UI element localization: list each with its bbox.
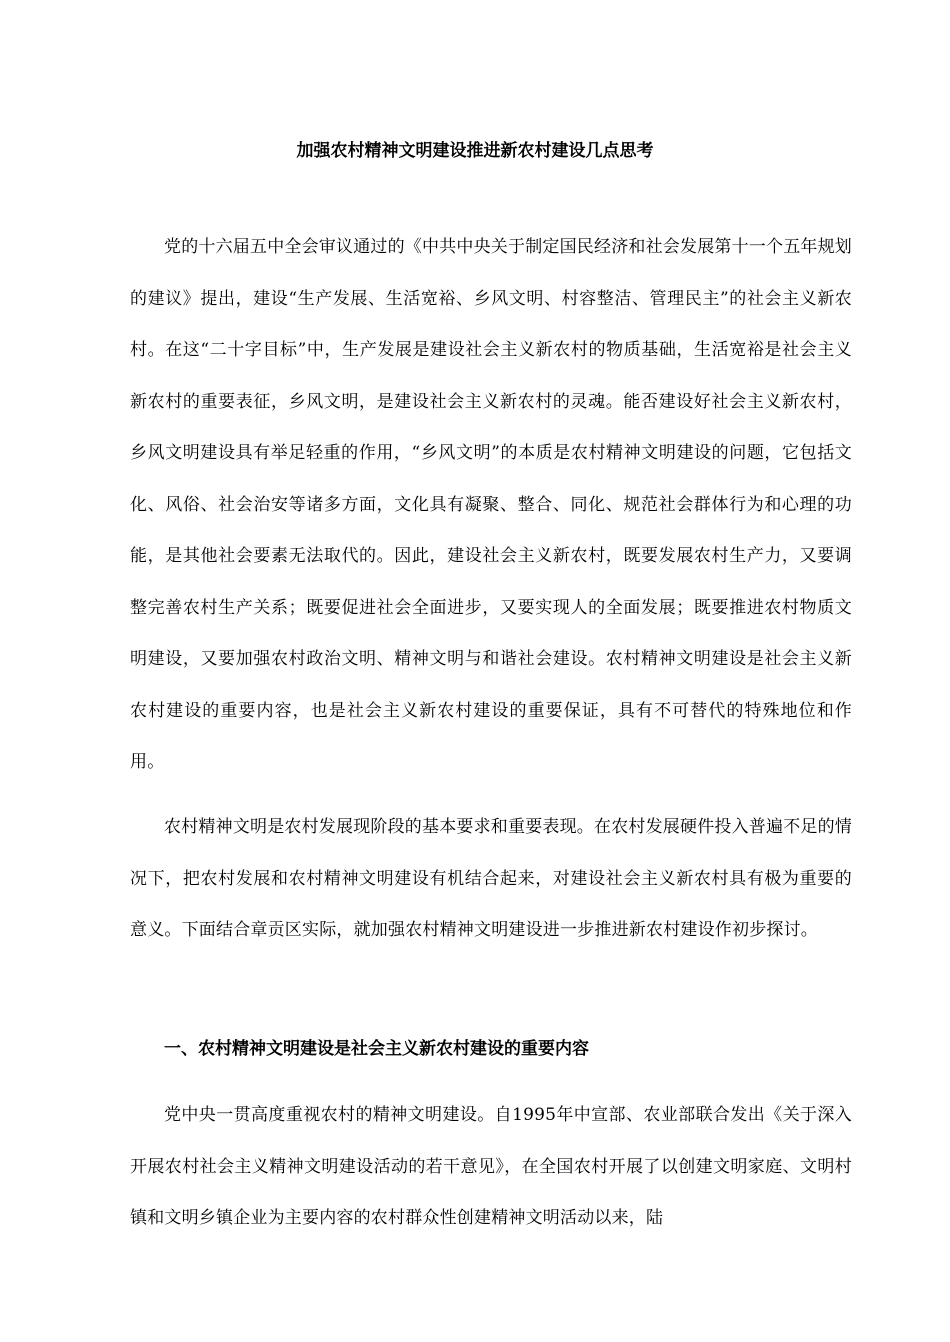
paragraph-intro: 党的十六届五中全会审议通过的《中共中央关于制定国民经济和社会发展第十一个五年规划的建议》提出，建设“生产发展、生活宽裕、乡风文明、村容整洁、管理民主”的社会主义新农村。在这“二十字目标”中，生产发展是建设社会主义新农村的物质基础，生活宽裕是社会主义新农村的重要表征，乡风文明，是建设社会主义新农村的灵魂。能否建设好社会主义新农村，乡风文明建设具有举足轻重的作用，“乡风文明”的本质是农村精神文明建设的问题，它包括文化、风俗、社会治安等诸多方面，文化具有凝聚、整合、同化、规范社会群体行为和心理的功能，是其他社会要素无法取代的。因此，建设社会主义新农村，既要发展农村生产力，又要调整完善农村生产关系；既要促进社会全面进步，又要实现人的全面发展；既要推进农村物质文明建设，又要加强农村政治文明、精神文明与和谐社会建设。农村精神文明建设是社会主义新农村建设的重要内容，也是社会主义新农村建设的重要保证，具有不可替代的特殊地位和作用。 bbox=[130, 237, 852, 772]
section-heading-1: 一、农村精神文明建设是社会主义新农村建设的重要内容 bbox=[164, 1039, 589, 1059]
document-title: 加强农村精神文明建设推进新农村建设几点思考 bbox=[296, 141, 654, 161]
paragraph-purpose: 农村精神文明是农村发展现阶段的基本要求和重要表现。在农村发展硬件投入普遍不足的情况下，把农村发展和农村精神文明建设有机结合起来，对建设社会主义新农村具有极为重要的意义。下面结合章贡区实际，就加强农村精神文明建设进一步推进新农村建设作初步探讨。 bbox=[130, 817, 852, 940]
paragraph-section-1: 党中央一贯高度重视农村的精神文明建设。自1995年中宣部、农业部联合发出《关于深入开展农村社会主义精神文明建设活动的若干意见》，在全国农村开展了以创建文明家庭、文明村镇和文明乡镇企业为主要内容的农村群众性创建精神文明活动以来，陆 bbox=[130, 1105, 852, 1228]
